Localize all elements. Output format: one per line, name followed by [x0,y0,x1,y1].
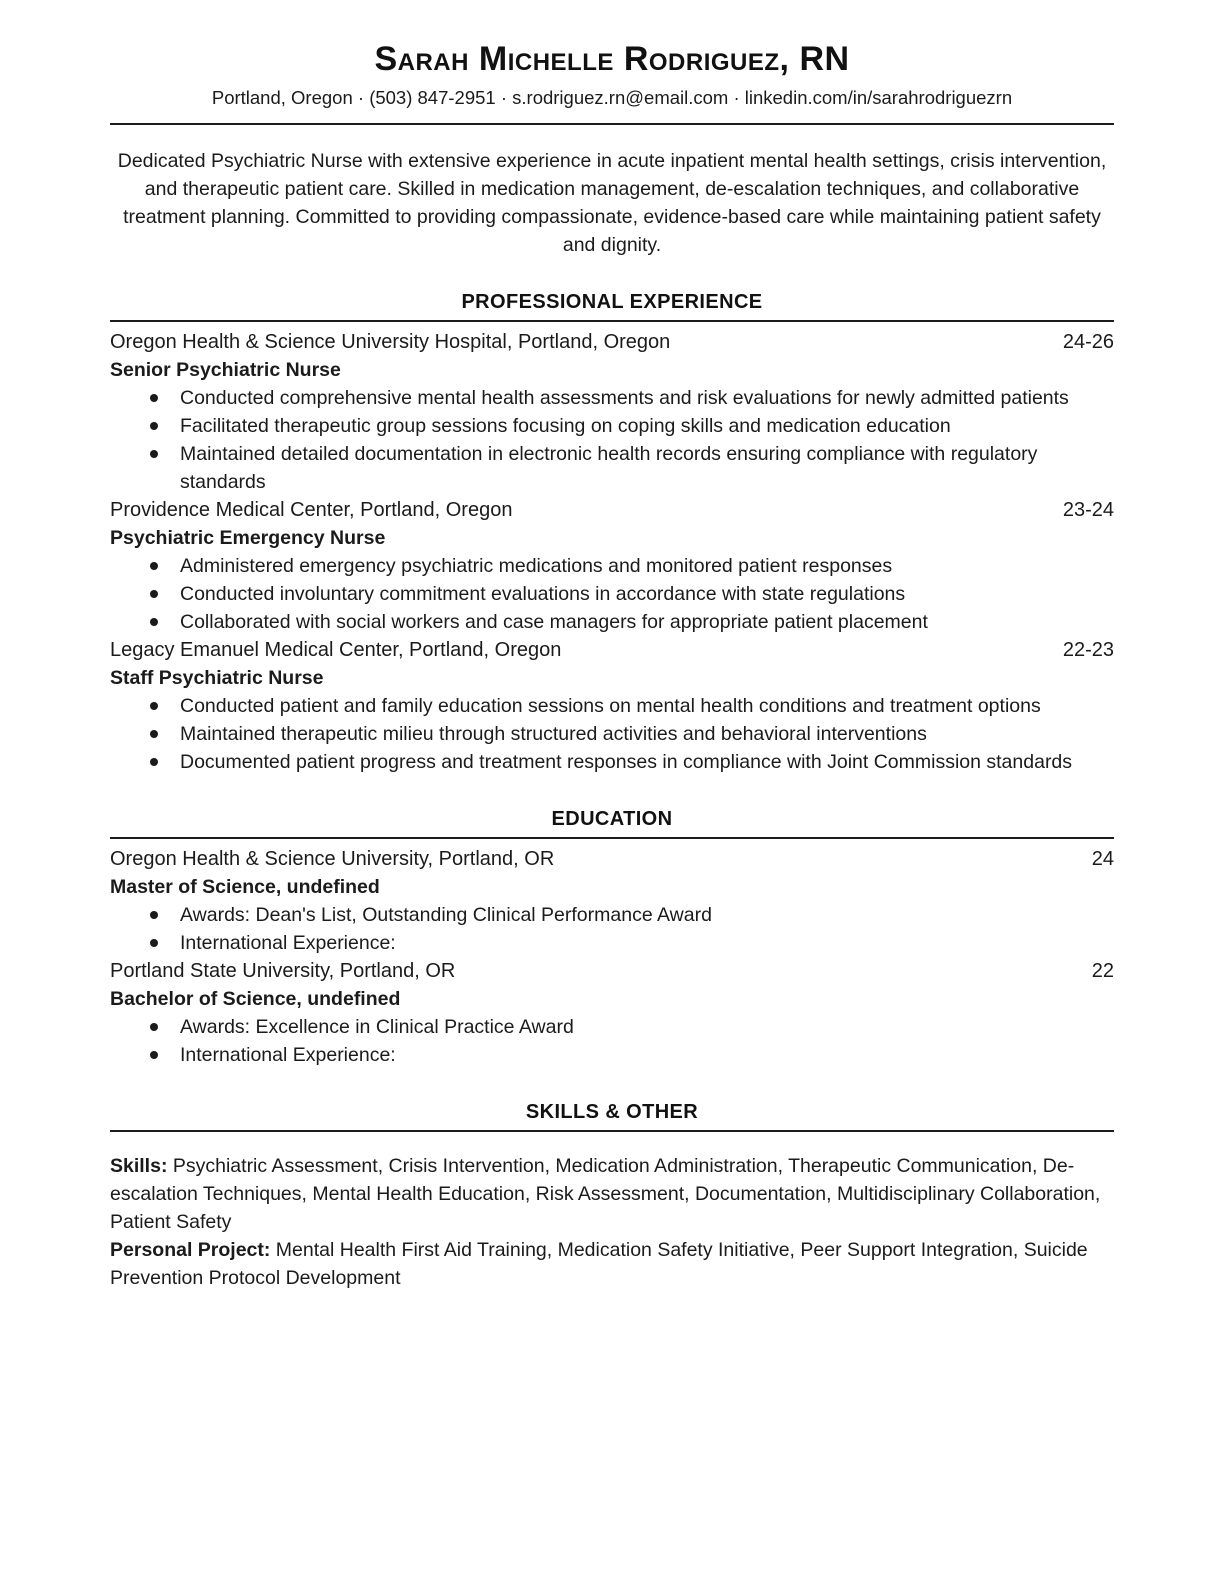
bullet-text: Conducted patient and family education sessions on mental health conditions and treatment options [180,695,1041,717]
school-degree: Master of Science, undefined [110,876,380,898]
job-company: Legacy Emanuel Medical Center, Portland, Oregon [110,639,562,661]
bullet-text: Documented patient progress and treatment responses in compliance with Joint Commission standards [180,751,1073,773]
bullet-text: Collaborated with social workers and case managers for appropriate patient placement [180,611,928,633]
job-header-row [110,636,1114,664]
summary-paragraph: Dedicated Psychiatric Nurse with extensive experience in acute inpatient mental health settings, crisis intervention, and therapeutic patient care. Skilled in medication management, de-escalation techniques, and collaborative treatment planning. Committed to providing compassionate, evidence-based care while maintaining patient safety and dignity. [117,150,1107,256]
school-bullet [110,1041,1114,1069]
school-name: Oregon Health & Science University, Portland, OR [110,848,555,870]
job-bullet [110,580,1114,608]
bullet-text: Maintained therapeutic milieu through structured activities and behavioral interventions [180,723,927,745]
school-bullet [110,1013,1114,1041]
skills-line [110,1152,1114,1236]
bullet-dot [150,422,158,430]
section-heading-skills: SKILLS & OTHER [110,1101,1114,1132]
bullet-text: Conducted involuntary commitment evaluations in accordance with state regulations [180,583,906,605]
bullet-text: Maintained detailed documentation in electronic health records ensuring compliance with regulatory standards [180,443,1038,493]
bullet-text: Awards: Excellence in Clinical Practice Award [180,1016,574,1038]
bullet-text: Awards: Dean's List, Outstanding Clinical Performance Award [180,904,712,926]
skills-label: Skills: [110,1155,168,1177]
school-name: Portland State University, Portland, OR [110,960,456,982]
bullet-dot [150,758,158,766]
job-header-row [110,496,1114,524]
personal-project-label: Personal Project: [110,1239,271,1261]
section-heading-experience: PROFESSIONAL EXPERIENCE [110,291,1114,322]
bullet-dot [150,394,158,402]
job-bullet [110,552,1114,580]
bullet-dot [150,1023,158,1031]
section-education [110,845,1114,1069]
bullet-dot [150,450,158,458]
bullet-dot [150,911,158,919]
school-header-row [110,845,1114,873]
job-role: Staff Psychiatric Nurse [110,667,324,689]
job-bullet [110,748,1114,776]
personal-project-text: Mental Health First Aid Training, Medication Safety Initiative, Peer Support Integration, Suicide Prevention Protocol Development [110,1239,1088,1289]
job-role: Psychiatric Emergency Nurse [110,527,386,549]
bullet-dot [150,939,158,947]
bullet-dot [150,590,158,598]
school-bullet [110,901,1114,929]
job-header-row [110,328,1114,356]
bullet-text: International Experience: [180,932,396,954]
bullet-dot [150,618,158,626]
section-skills [110,1152,1114,1292]
job-bullet [110,384,1114,412]
school-degree: Bachelor of Science, undefined [110,988,401,1010]
bullet-text: Facilitated therapeutic group sessions focusing on coping skills and medication education [180,415,951,437]
school-header-row [110,957,1114,985]
bullet-text: Administered emergency psychiatric medications and monitored patient responses [180,555,893,577]
contact-line: Portland, Oregon · (503) 847-2951 · s.rodriguez.rn@email.com · linkedin.com/in/sarahrodriguezrn [211,87,1013,108]
bullet-dot [150,702,158,710]
bullet-dot [150,1051,158,1059]
bullet-dot [150,562,158,570]
job-company: Oregon Health & Science University Hospital, Portland, Oregon [110,331,671,353]
job-company: Providence Medical Center, Portland, Oregon [110,499,513,521]
personal-project-line [110,1236,1114,1292]
header-divider [110,123,1114,125]
school-bullet [110,929,1114,957]
school-dates: 22 [1091,960,1114,982]
section-experience [110,328,1114,776]
bullet-text: International Experience: [180,1044,396,1066]
person-name: Sarah Michelle Rodriguez, RN [374,40,850,78]
job-role: Senior Psychiatric Nurse [110,359,341,381]
section-heading-education: EDUCATION [110,808,1114,839]
bullet-dot [150,730,158,738]
job-bullet [110,440,1114,496]
job-bullet [110,608,1114,636]
job-bullet [110,720,1114,748]
job-bullet [110,412,1114,440]
job-dates: 23-24 [1062,499,1114,521]
job-dates: 22-23 [1062,639,1114,661]
skills-text: Psychiatric Assessment, Crisis Intervention, Medication Administration, Therapeutic Communication, De-escalation Techniques, Mental Health Education, Risk Assessment, Documentation, Multidisciplinary Collaboration, Patient Safety [110,1155,1101,1233]
bullet-text: Conducted comprehensive mental health assessments and risk evaluations for newly admitted patients [180,387,1069,409]
job-bullet [110,692,1114,720]
job-dates: 24-26 [1062,331,1114,353]
school-dates: 24 [1091,848,1114,870]
